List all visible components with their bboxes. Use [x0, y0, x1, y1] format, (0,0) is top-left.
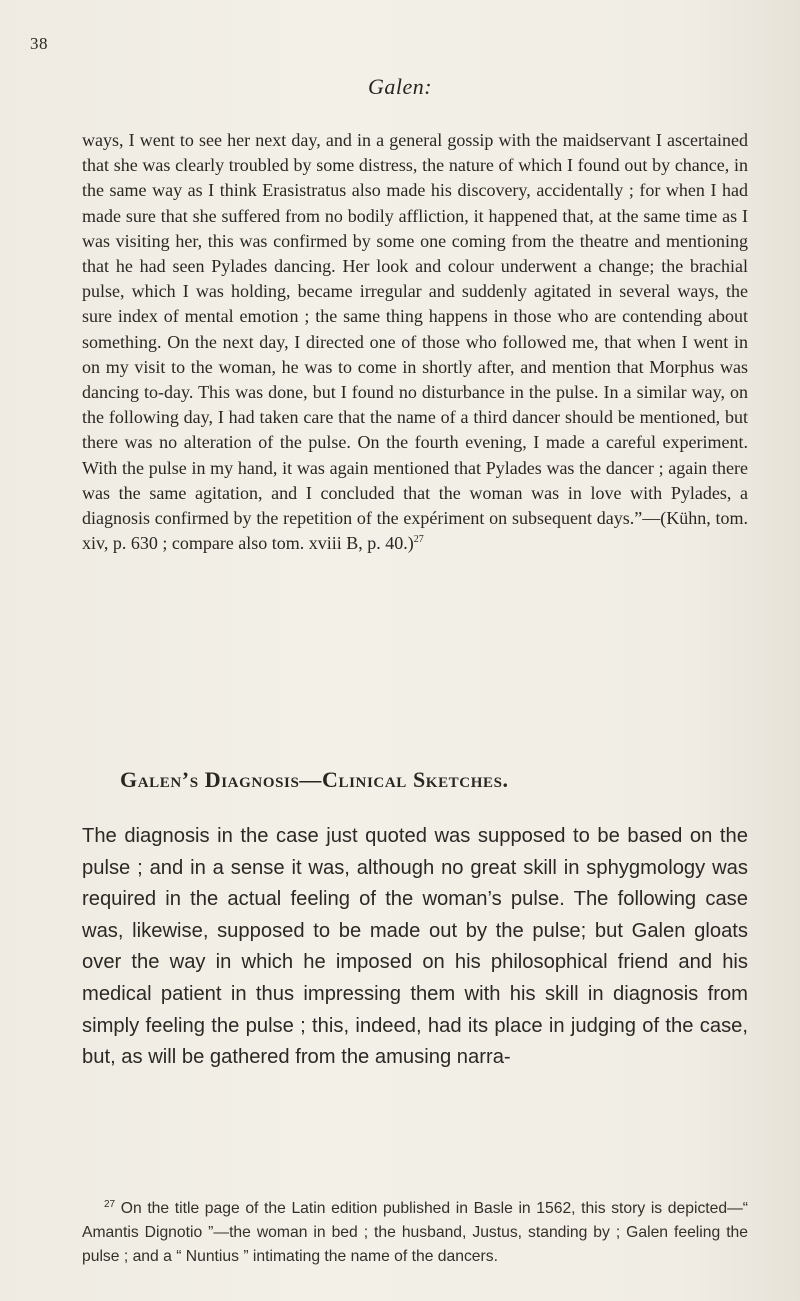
paragraph-1 — [82, 128, 748, 556]
page-number: 38 — [30, 34, 48, 53]
paragraph-2: The diagnosis in the case just quoted was supposed to be based on the pulse ; and in a sense it was, although no great skill in sphygmology was required in the actual feeling of the woman’s pulse. The following case was, likewise, supposed to be made out by the pulse; but Galen gloats over the way in which he imposed on his philosophical friend and his medical patient in thus impressing them with his skill in diagnosis from simply feeling the pulse ; this, indeed, had its place in judging of the case, but, as will be gathered from the amusing narra- — [82, 825, 748, 1069]
section-heading: Galen’s Diagnosis—Clinical Sketches. — [120, 767, 509, 792]
footnote-27 — [82, 1197, 748, 1269]
footnote-ref-27: 27 — [413, 534, 424, 546]
footnote-marker: 27 — [104, 1198, 116, 1210]
running-title: Galen: — [368, 74, 433, 99]
paragraph-1-text: ways, I went to see her next day, and in a general gossip with the maidservant I ascertained that she was clearly troubled by some distress, the nature of which I found out by chance, in the same way as I think Erasistratus also made his discovery, accidentally ; for when I had made sure that she suffered from no bodily affliction, it happened that, at the same time as I was visiting her, this was confirmed by some one coming from the theatre and mentioning that he had seen Pylades dancing. Her look and colour underwent a change; the brachial pulse, which I was holding, became irregular and suddenly agitated in several ways, the sure index of mental emotion ; the same thing happens in those who are contending about something. On the next day, I directed one of those who followed me, that when I went in on my visit to the woman, he was to come in shortly after, and mention that Morphus was dancing to-day. This was done, but I found no disturbance in the pulse. In a similar way, on the following day, I had taken care that the name of a third dancer should be mentioned, but there was no alteration of the pulse. On the fourth evening, I made a careful experiment. With the pulse in my hand, it was again mentioned that Pylades was the dancer ; again there was the same agitation, and I concluded that the woman was in love with Pylades, a diagnosis confirmed by the repetition of the expériment on subsequent days.”—(Kühn, tom. xiv, p. 630 ; compare also tom. xviii B, p. 40.) — [82, 130, 748, 554]
footnote-text: On the title page of the Latin edition published in Basle in 1562, this story is depicted—“ Amantis Dignotio ”—the woman in bed ; the husband, Justus, standing by ; Galen feeling the pulse ; and a “ Nuntius ” intimating the name of the dancers. — [82, 1200, 749, 1265]
